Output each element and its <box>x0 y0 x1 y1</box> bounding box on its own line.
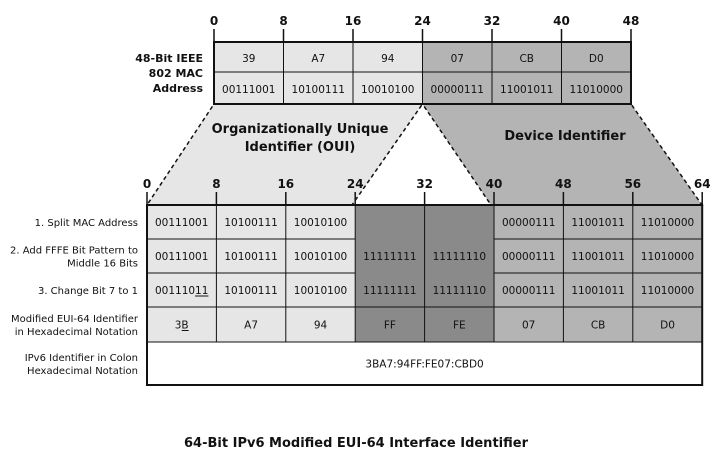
eui-cell-value: 11010000 <box>640 217 695 229</box>
mac-hex-value: CB <box>519 53 535 65</box>
mac-bit-tick: 32 <box>483 14 501 28</box>
eui-cell-value: 11001011 <box>571 251 625 263</box>
eui-cell-value: 00000111 <box>501 217 556 229</box>
eui-bit-tick: 16 <box>277 177 295 191</box>
eui-cell-value: 3B <box>174 319 189 332</box>
eui-bit-tick: 32 <box>416 177 433 191</box>
eui-bit-tick: 24 <box>346 177 364 191</box>
mac-bit-tick: 0 <box>209 14 219 28</box>
eui-row-label: 1. Split MAC Address <box>34 218 138 229</box>
eui-cell-value: 11010000 <box>640 285 695 297</box>
eui-cell-value: 11111110 <box>432 251 487 263</box>
eui-cell-value: 10100111 <box>224 285 278 297</box>
mac-bin-value: 00111001 <box>222 84 276 96</box>
mac-bit-tick: 24 <box>414 14 431 28</box>
eui-row-label: in Hexadecimal Notation <box>14 327 138 338</box>
eui-bit-tick: 8 <box>212 177 221 191</box>
mac-address-label: 802 MAC <box>148 67 203 80</box>
eui-cell-value: 10100111 <box>224 217 278 229</box>
mac-address-label: Address <box>152 82 203 95</box>
mac-bin-value: 11010000 <box>569 84 623 96</box>
eui-cell-value: 11001011 <box>571 217 625 229</box>
eui-cell-value: FE <box>452 319 466 332</box>
eui-row-label: 3. Change Bit 7 to 1 <box>37 286 138 297</box>
eui-cell-value: 11111111 <box>363 285 417 297</box>
eui-row-label: Modified EUI-64 Identifier <box>11 314 138 325</box>
eui-bit-tick: 0 <box>142 177 152 191</box>
eui-bit-tick: 64 <box>693 177 711 191</box>
eui-cell-value: 11111110 <box>432 285 487 297</box>
mac-hex-value: D0 <box>588 53 604 65</box>
mac-hex-value: A7 <box>311 53 326 65</box>
eui-cell-value: 11010000 <box>640 251 695 263</box>
eui-cell-value: 10100111 <box>224 251 278 263</box>
figure-caption: 64-Bit IPv6 Modified EUI-64 Interface Identifier <box>184 436 528 451</box>
mac-address-label: 48-Bit IEEE <box>135 52 203 65</box>
eui-cell-value: 10010100 <box>293 251 348 263</box>
eui-cell-value: D0 <box>660 319 675 332</box>
eui-cell-value: FF <box>383 319 396 332</box>
mac-hex-value: 39 <box>242 53 256 65</box>
eui-cell-value: 00000111 <box>501 285 556 297</box>
mac-bit-tick: 16 <box>344 14 362 28</box>
mac-hex-value: 07 <box>450 53 464 65</box>
eui-cell-value: 10010100 <box>293 217 348 229</box>
oui-label: Identifier (OUI) <box>244 140 356 155</box>
eui-cell-value: 94 <box>313 319 328 332</box>
eui-cell-value: 00111001 <box>154 217 209 229</box>
mac-bit-tick: 48 <box>622 14 640 28</box>
mac-bin-value: 10010100 <box>361 84 415 96</box>
eui-cell-value: 07 <box>522 319 536 332</box>
eui-bit-tick: 40 <box>485 177 503 191</box>
colon-hex-value: 3BA7:94FF:FE07:CBD0 <box>365 358 484 371</box>
eui-cell-value: A7 <box>244 319 259 332</box>
eui-cell <box>355 205 424 239</box>
mac-bin-value: 11001011 <box>500 84 554 96</box>
colon-hex-label: Hexadecimal Notation <box>27 366 138 377</box>
eui-cell-value: 11111111 <box>363 251 417 263</box>
eui-cell-value: 10010100 <box>293 285 348 297</box>
mac-hex-value: 94 <box>381 53 395 65</box>
eui-bit-tick: 48 <box>555 177 572 191</box>
eui-cell-value: 00111011 <box>154 285 209 297</box>
mac-bit-tick: 8 <box>279 14 288 28</box>
eui-row-label: 2. Add FFFE Bit Pattern to <box>10 245 138 257</box>
oui-label: Organizationally Unique <box>211 122 389 137</box>
eui-cell-value: 11001011 <box>571 285 625 297</box>
eui-row-label: Middle 16 Bits <box>67 258 138 270</box>
eui-cell-value: 00111001 <box>154 251 209 263</box>
device-identifier-label: Device Identifier <box>504 129 626 144</box>
eui-cell-value: CB <box>590 319 606 332</box>
mac-bin-value: 10100111 <box>291 84 345 96</box>
mac-bit-tick: 40 <box>553 14 570 28</box>
eui-cell <box>425 205 494 239</box>
eui-bit-tick: 56 <box>624 177 642 191</box>
eui-cell-value: 00000111 <box>501 251 556 263</box>
mac-bin-value: 00000111 <box>430 84 484 96</box>
colon-hex-label: IPv6 Identifier in Colon <box>24 353 138 364</box>
